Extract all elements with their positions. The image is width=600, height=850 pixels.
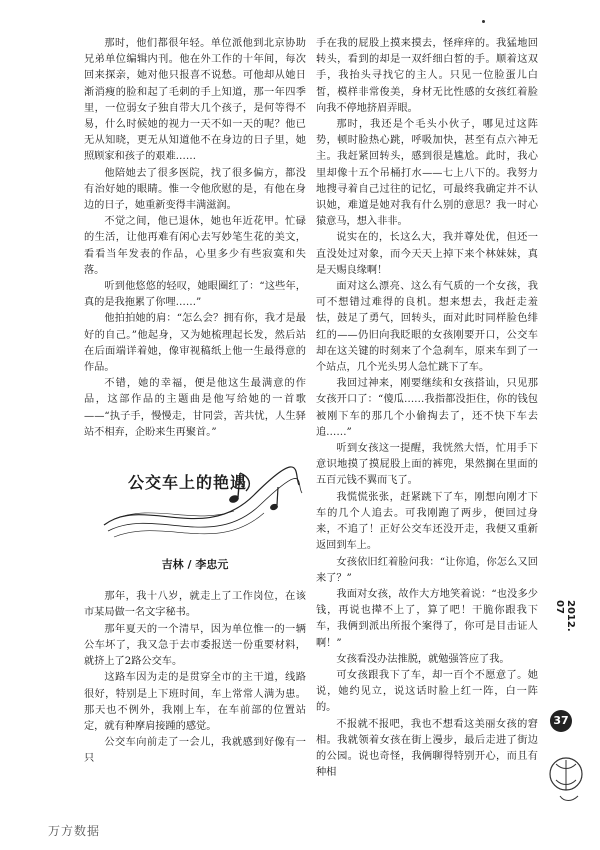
paragraph: 手在我的屁股上摸来摸去，怪痒痒的。我猛地回转头，看到的却是一双纤细白皙的手。顺着这双手，我抬头寻找它的主人。只见一位脸蛋儿白皙，模样非常俊美，身材无比性感的女孩红着脸向我不停地挤眉弄眼。 <box>316 38 538 114</box>
paragraph: 那年，我十八岁，就走上了工作岗位，在该市某局做一名文字秘书。 <box>84 591 306 619</box>
paragraph: 我慌慌张张，赶紧跳下了车，刚想向刚才下车的几个人追去。可我刚跑了两步，便回过身来，不追了！正好公交车还没开走，我便又重新返回到车上。 <box>316 491 538 552</box>
paragraph: 不报就不报吧，我也不想看这美丽女孩的窘相。我就领着女孩在街上漫步，最后走进了街边的公园。说也奇怪，我俩聊得特别开心，而且有种相 <box>316 718 538 779</box>
watermark: 万方数据 <box>48 824 101 838</box>
paragraph: 他拍拍她的肩：“怎么会？拥有你，我才是最好的自己。”他起身，又为她梳理起长发，然后站在后面端详着她，像审视稿纸上他一生最得意的作品。 <box>84 313 306 374</box>
print-dot <box>482 20 485 23</box>
paragraph: 公交车向前走了一会儿，我就感到好像有一只 <box>84 737 306 765</box>
article1-body <box>84 36 306 441</box>
page-number: 37 <box>550 710 572 732</box>
paragraph: 听到他悠悠的轻叹，她眼圈红了：“这些年，真的是我拖累了你哩……” <box>84 281 306 309</box>
article2-title: 公交车上的艳遇 <box>128 473 248 493</box>
paragraph: 女孩看没办法推脱，就勉强答应了我。 <box>336 653 510 665</box>
paragraph: 那时，他们都很年轻。单位派他到北京协助兄弟单位编辑内刊。他在外工作的十年间，每次回来探亲，她对他只报喜不说愁。可他却从她日渐消瘦的脸和起了毛刺的手上知道，那一年四季里，一位弱女子独自带大几个孩子，是何等得不易，什么时候她的视力一天不如一天的呢？他已无从知晓，更无从知道他不在身边的日子里，她照顾家和孩子的艰难…… <box>84 38 306 163</box>
paragraph: 可女孩跟我下了车，却一百个不愿意了。她说，她约见立，说这话时脸上红一阵，白一阵的。 <box>316 669 538 714</box>
right-column <box>316 36 538 781</box>
paragraph: 那年夏天的一个清早，因为单位惟一的一辆公车坏了，我又急于去市委报送一份重要材料，就挤上了2路公交车。 <box>84 623 306 668</box>
paragraph: 不错，她的幸福，便是他这生最满意的作品，这部作品的主题曲是他写给她的一首歌——“执子手，慢慢走，甘同尝，苦共忧，人生驿站不相弃，企盼来生再聚首。” <box>84 378 306 438</box>
paragraph: 我回过神来，刚要继续和女孩搭讪，只见那女孩开口了：“傻瓜……我指都没拒住，你的钱包被刚下车的那几个小偷掏去了，还不快下车去追……” <box>316 378 538 438</box>
paragraph: 不觉之间，他已退休，她也年近花甲。忙碌的生活，让他再难有闲心去写妙笔生花的美文，看看当年发表的作品，心里多少有些寂寞和失落。 <box>84 216 306 276</box>
left-column <box>84 36 306 768</box>
article2-byline: 吉林 / 李忠元 <box>161 558 229 572</box>
paragraph: 他陪她去了很多医院，找了很多偏方，都没有治好她的眼睛。惟一令他欣慰的是，有他在身边的日子，她重新变得丰满滋润。 <box>84 167 306 212</box>
paragraph: 那时，我还是个毛头小伙子，哪见过这阵势，顿时脸热心跳，呼吸加快，甚至有点六神无主。我赶紧回转头，感到很是尴尬。此时，我心里却像十五个吊桶打水——七上八下的。我努力地搜寻着自己过往的记忆，可最终我确定并不认识她，难道是她对我有什么别的意思？我一时心猿意马，想入非非。 <box>316 119 538 228</box>
paragraph: 女孩依旧红着脸问我：“让你追，你怎么又回来了？” <box>316 556 538 584</box>
paragraph: 我面对女孩，故作大方地笑着说：“也没多少钱，再说也撵不上了，算了吧！干脆你跟我下车，我俩到派出所报个案得了，你可是目击证人啊！” <box>316 588 538 649</box>
music-swirl-icon <box>84 455 306 551</box>
paragraph: 说实在的，长这么大，我并尊处优，但还一直没处过对象，而今天天上掉下来个林妹妹，真是天赐良缘啊！ <box>316 232 538 276</box>
paragraph: 面对这么漂亮、这么有气质的一个女孩，我可不想错过难得的良机。想来想去，我赶走羞怯，鼓足了勇气，回转头，面对此时同样脸色绯红的——仍旧向我眨眼的女孩刚要开口，公交车却在这关键的时刻来了个急刹车，原来车到了一个站点，几个光头男人急忙跳下了车。 <box>316 281 538 374</box>
paragraph: 这路车因为走的是贯穿全市的主干道，线路很好，特别是上下班时间，车上常常人满为患。那天也不例外，我刚上车，在车前部的位置站定，就有种摩肩接踵的感觉。 <box>84 672 306 732</box>
magazine-logo-icon <box>548 740 588 810</box>
paragraph: 听到女孩这一提醒，我恍然大悟，忙用手下意识地摸了摸屁股上面的裤兜，果然搁在里面的五百元钱不翼而飞了。 <box>316 443 538 487</box>
issue-date: 2012. 07 <box>554 600 576 632</box>
article2-body-left <box>84 589 306 767</box>
article2-title-block <box>84 455 306 551</box>
